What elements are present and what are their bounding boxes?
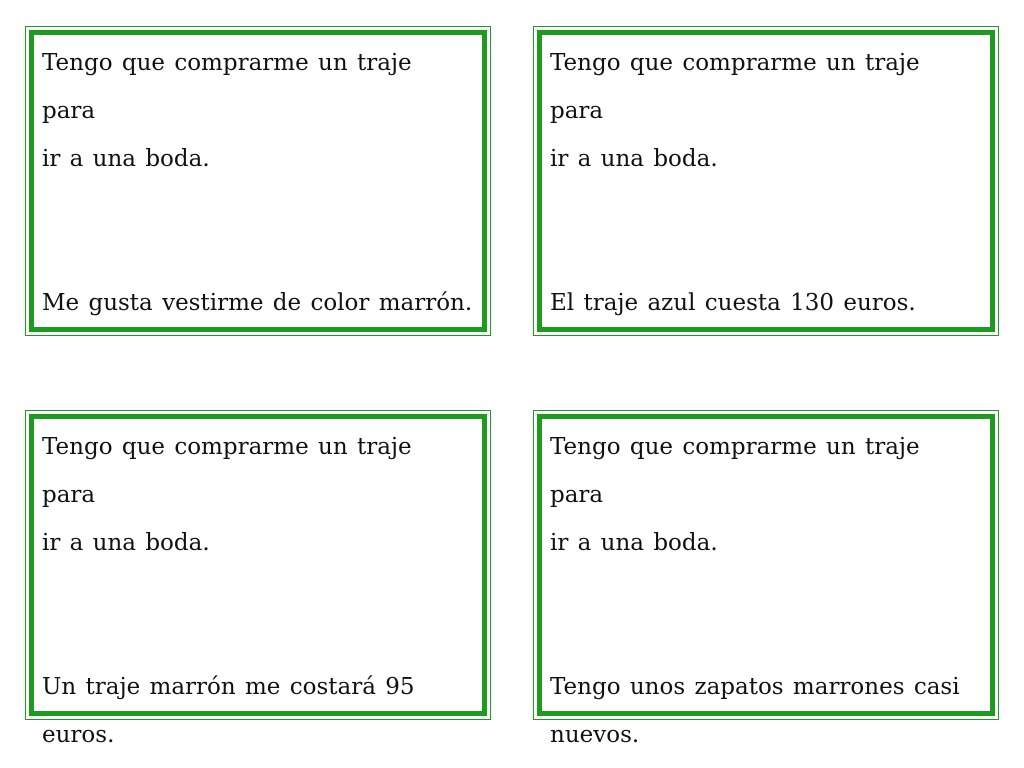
card-clue-line-2: nuevos. [550, 722, 640, 748]
clue-card-1 [25, 26, 491, 336]
card-clue: Me gusta vestirme de color marrón. [42, 290, 473, 316]
clue-card-2-border [537, 30, 995, 332]
card-premise-line-2: ir a una boda. [550, 530, 718, 556]
card-premise-line-2: ir a una boda. [42, 146, 210, 172]
clue-card-1-border [29, 30, 487, 332]
clue-card-3 [25, 410, 491, 748]
card-clue: El traje azul cuesta 130 euros. [550, 290, 916, 316]
card-clue: Tengo unos zapatos marrones casi [550, 674, 960, 700]
card-spacer [42, 567, 474, 663]
clue-card-4-border [537, 414, 995, 748]
card-spacer [42, 183, 474, 279]
card-premise-line-1: Tengo que comprarme un traje para [550, 434, 920, 508]
card-spacer [550, 567, 982, 663]
card-premise-line-1: Tengo que comprarme un traje para [42, 434, 412, 508]
card-clue: Un traje marrón me costará 95 euros. [42, 674, 415, 748]
card-premise-line-1: Tengo que comprarme un traje para [550, 50, 920, 124]
card-premise-line-2: ir a una boda. [550, 146, 718, 172]
card-premise-line-2: ir a una boda. [42, 530, 210, 556]
clue-card-4 [533, 410, 999, 748]
card-spacer [550, 183, 982, 279]
clue-card-3-border [29, 414, 487, 748]
clue-card-2 [533, 26, 999, 336]
card-premise-line-1: Tengo que comprarme un traje para [42, 50, 412, 124]
